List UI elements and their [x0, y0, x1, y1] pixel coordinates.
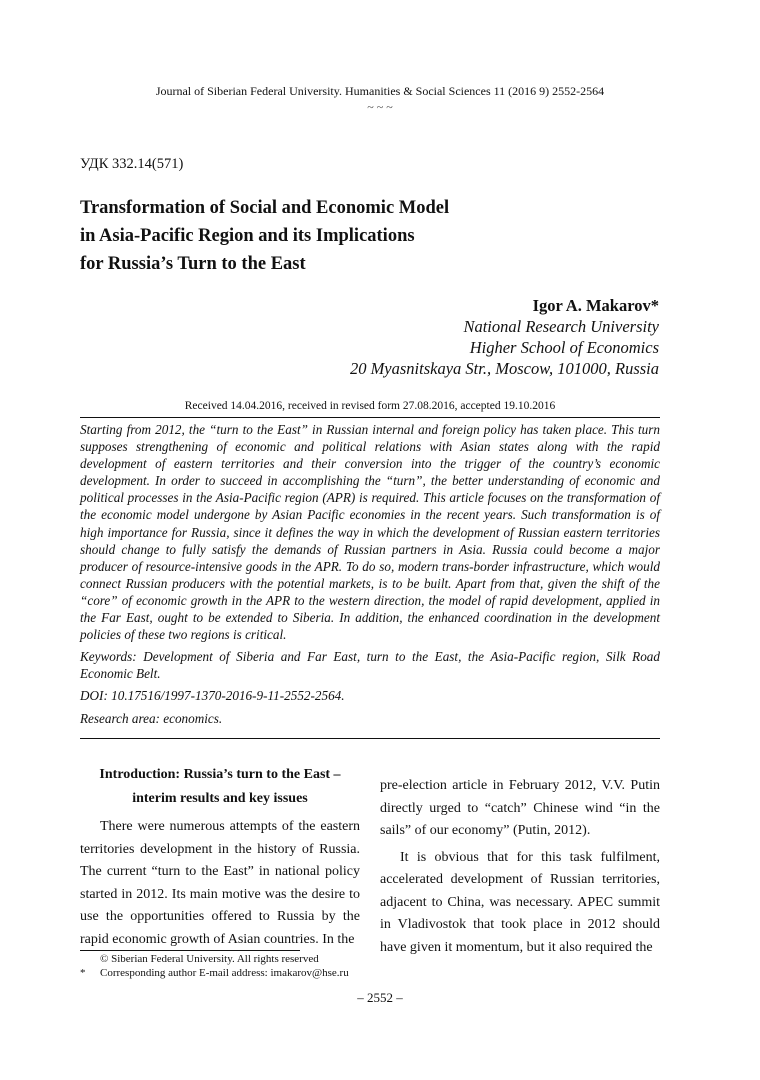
- corresponding-email: Corresponding author E-mail address: imakarov@hse.ru: [100, 967, 349, 979]
- journal-running-head: Journal of Siberian Federal University. Humanities & Social Sciences 11 (2016 9) 2552-2564: [155, 84, 605, 98]
- affiliation-line: National Research University: [463, 317, 659, 336]
- section-heading: [80, 763, 360, 811]
- research-area: Research area: economics.: [80, 710, 223, 726]
- affiliation-line: Higher School of Economics: [469, 338, 659, 357]
- article-title: [80, 194, 640, 278]
- right-column: [380, 775, 660, 959]
- affiliation-line: 20 Myasnitskaya Str., Moscow, 101000, Russia: [349, 359, 659, 378]
- left-column: [80, 763, 360, 951]
- copyright-text: © Siberian Federal University. All rights reserved: [100, 953, 319, 965]
- section-heading-line: interim results and key issues: [132, 791, 308, 806]
- footnote-rule: [80, 950, 300, 951]
- abstract-top-rule: [80, 417, 660, 418]
- doi: DOI: 10.17516/1997-1370-2016-9-11-2552-2564.: [80, 688, 345, 704]
- footnote-corresponding: [80, 967, 349, 979]
- header-ornament: ~ ~ ~: [367, 100, 393, 114]
- body-paragraph: pre-election article in February 2012, V.V. Putin directly urged to “catch” Chinese wind “in the sails” of our economy” (Putin, 2012).: [380, 778, 660, 838]
- title-line: Transformation of Social and Economic Model: [80, 198, 450, 218]
- udc-code: УДК 332.14(571): [80, 156, 184, 172]
- received-dates: Received 14.04.2016, received in revised form 27.08.2016, accepted 19.10.2016: [184, 400, 556, 412]
- footnote-copyright: [80, 953, 319, 965]
- title-line: in Asia-Pacific Region and its Implications: [80, 226, 415, 246]
- author-block: [239, 295, 659, 379]
- abstract-bottom-rule: [80, 738, 660, 739]
- keywords: Keywords: Development of Siberia and Far East, turn to the East, the Asia-Pacific region, Silk Road Economic Belt.: [80, 649, 660, 682]
- abstract-block: [80, 421, 660, 727]
- footnote-mark: *: [80, 967, 86, 979]
- body-paragraph: It is obvious that for this task fulfilment, accelerated development of Russian territories, adjacent to China, was necessary. APEC summit in Vladivostok that took place in 2012 should have given it momentum, but it also required the: [380, 849, 660, 955]
- abstract-text: Starting from 2012, the “turn to the East” in Russian internal and foreign policy has taken place. This turn supposes strengthening of economic and political relations with Asian states along with the rapid development of eastern territories and their conversion into the trigger of the country’s economic development. In order to succeed in accomplishing the “turn”, the better understanding of economic and political processes in the Asia-Pacific region (APR) is required. This article focuses on the transformation of the economic model undergone by Asian Pacific economies in the recent years. Such transformation is of high importance for Russia, since it defines the way in which the development of Russian eastern territories should change to fully satisfy the demands of Russian partners in Asia. Russia could become a major producer of resource-intensive goods in the APR. To do so, modern trans-border infrastructure, which would connect Russian producers with the potential markets, is to be built. Apart from that, given the shift of the “core” of economic growth in the APR to the western direction, the model of rapid development, applied in the Far East, ought to be extended to Siberia. In addition, the enhanced coordination in the development policies of these two regions is critical.: [80, 422, 660, 643]
- section-heading-line: Introduction: Russia’s turn to the East –: [99, 767, 341, 782]
- title-line: for Russia’s Turn to the East: [80, 254, 306, 274]
- page-number: – 2552 –: [357, 990, 403, 1005]
- author-name: Igor A. Makarov*: [532, 296, 659, 315]
- body-paragraph: There were numerous attempts of the eastern territories development in the history of Russia. The current “turn to the East” in national policy started in 2012. Its main motive was the desire to use the opportunities offered to Russia by the rapid economic growth of Asian countries. In the: [80, 819, 360, 947]
